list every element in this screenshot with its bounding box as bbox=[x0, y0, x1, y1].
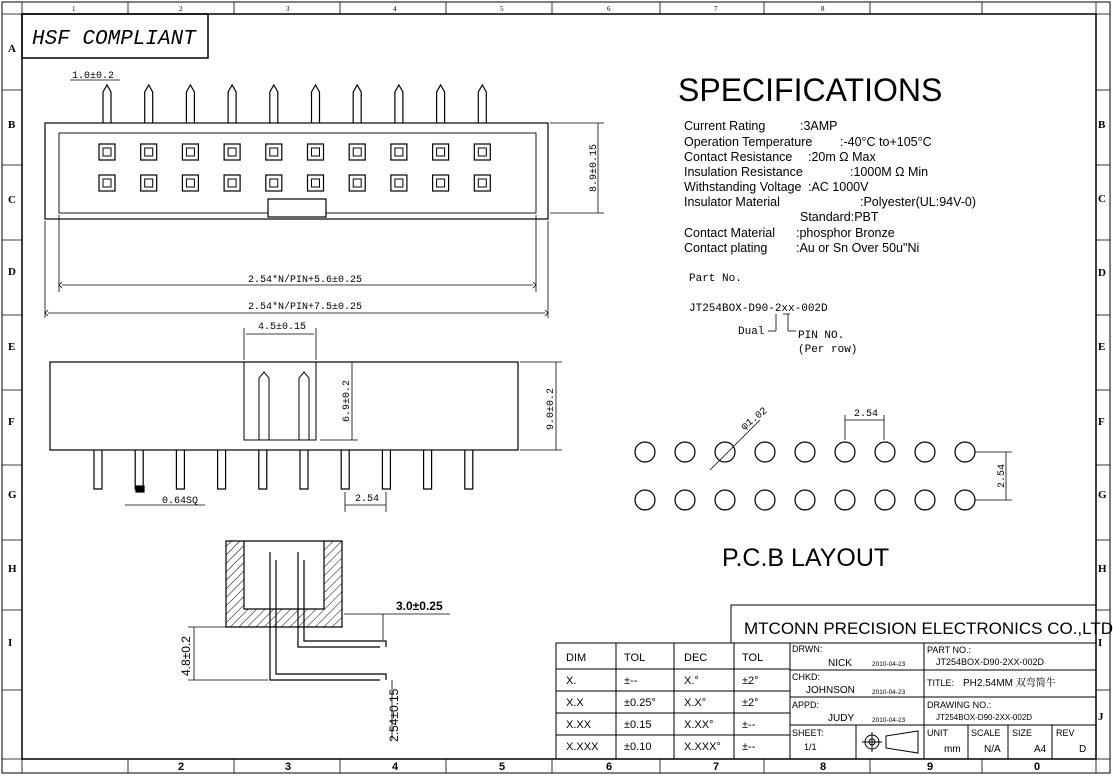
tol-cell: X.XXX° bbox=[684, 741, 721, 753]
appd-label: APPD: bbox=[792, 700, 820, 710]
chkd-label: CHKD: bbox=[792, 672, 821, 682]
grid-row-label: G bbox=[1098, 489, 1107, 501]
grid-col-label: 6 bbox=[607, 5, 611, 13]
top-pin bbox=[103, 85, 111, 123]
spec-lines bbox=[684, 119, 976, 255]
pcb-holes bbox=[635, 442, 975, 510]
top-contact-hole bbox=[228, 148, 236, 156]
top-contact bbox=[99, 144, 115, 160]
dim-sec-offset: 3.0±0.25 bbox=[396, 599, 443, 613]
spec-label: Withstanding Voltage bbox=[684, 180, 802, 194]
grid-col-label: 2 bbox=[178, 761, 185, 773]
pcb-title: P.C.B LAYOUT bbox=[722, 544, 890, 572]
grid-col-label: 6 bbox=[606, 761, 613, 773]
pin-no-label: PIN NO. bbox=[798, 330, 845, 342]
section-dims bbox=[188, 614, 450, 740]
top-contact bbox=[182, 175, 198, 191]
pcb-pitch-v: 2.54 bbox=[997, 463, 1008, 488]
hsf-compliant-box bbox=[22, 14, 208, 58]
tol-header: DEC bbox=[684, 652, 708, 664]
top-contact bbox=[391, 175, 407, 191]
pcb-hole bbox=[635, 490, 655, 510]
pcb-hole bbox=[795, 442, 815, 462]
top-contact bbox=[308, 175, 324, 191]
pcb-hole bbox=[675, 490, 695, 510]
grid-row-label: A bbox=[8, 43, 16, 55]
polarization-key bbox=[268, 199, 326, 217]
tol-cell: ±0.15 bbox=[624, 719, 652, 731]
side-pin bbox=[465, 450, 473, 489]
grid-col-label: 0 bbox=[1034, 761, 1041, 773]
grid-col-label: 8 bbox=[820, 761, 827, 773]
dim-side-h2: 9.0±0.2 bbox=[546, 387, 557, 430]
pcb-hole bbox=[875, 490, 895, 510]
top-pin bbox=[353, 85, 361, 123]
title-value: PH2.54MM 双弯简牛 bbox=[963, 678, 1056, 689]
pcb-hole bbox=[835, 490, 855, 510]
top-contact bbox=[182, 144, 198, 160]
dim-side-width: 4.5±0.15 bbox=[258, 322, 307, 333]
side-pin bbox=[176, 450, 184, 489]
tol-cell: X.X° bbox=[684, 697, 707, 709]
grid-row-label: I bbox=[8, 637, 13, 649]
top-view bbox=[45, 85, 548, 219]
top-contact-hole bbox=[270, 148, 278, 156]
top-contact-hole bbox=[353, 148, 361, 156]
grid-row-label: H bbox=[8, 563, 17, 575]
dual-label: Dual bbox=[738, 326, 765, 338]
spec-label: Insulation Resistance bbox=[684, 165, 803, 179]
tol-cell: X.° bbox=[684, 675, 699, 687]
tol-cell: ±-- bbox=[742, 741, 756, 753]
scale-label: SCALE bbox=[971, 728, 1001, 738]
specs-title: SPECIFICATIONS bbox=[678, 72, 943, 108]
section-view bbox=[226, 541, 386, 680]
pcb-hole bbox=[955, 442, 975, 462]
tol-header: TOL bbox=[624, 652, 646, 664]
tol-cell: ±-- bbox=[624, 675, 638, 687]
part-no-callouts bbox=[768, 314, 796, 331]
side-pin bbox=[218, 450, 226, 489]
grid-row-label: I bbox=[1098, 637, 1103, 649]
side-pin bbox=[259, 450, 267, 489]
side-pin bbox=[300, 450, 308, 489]
top-pin bbox=[312, 85, 320, 123]
pcb-hole bbox=[795, 490, 815, 510]
pcb-hole bbox=[715, 442, 735, 462]
appd-name: JUDY bbox=[828, 713, 855, 724]
dim-sec-pitch: 2.54±0.15 bbox=[387, 688, 401, 742]
drawing-no-value: JT254BOX-D90-2XX-002D bbox=[936, 713, 1033, 722]
tol-cell: X.XX bbox=[566, 719, 592, 731]
drwn-date: 2010-04-23 bbox=[872, 661, 906, 668]
top-contact bbox=[266, 144, 282, 160]
top-contact-hole bbox=[186, 179, 194, 187]
tol-cell: X.XX° bbox=[684, 719, 714, 731]
grid-col-label: 1 bbox=[72, 5, 76, 13]
pin-square-marker bbox=[136, 486, 144, 492]
spec-value: :AC 1000V bbox=[808, 180, 869, 194]
top-contact bbox=[391, 144, 407, 160]
size-label: SIZE bbox=[1012, 728, 1033, 738]
part-no-code: JT254BOX-D90-2xx-002D bbox=[689, 303, 828, 315]
top-contact-hole bbox=[478, 148, 486, 156]
appd-date: 2010-04-23 bbox=[872, 717, 906, 724]
top-contact-hole bbox=[395, 179, 403, 187]
top-pin bbox=[145, 85, 153, 123]
top-contact bbox=[474, 144, 490, 160]
spec-label: Contact Material bbox=[684, 226, 776, 240]
side-pin bbox=[424, 450, 432, 489]
pcb-hole bbox=[875, 442, 895, 462]
dim-height-top: 8.9±0.15 bbox=[589, 143, 600, 192]
top-pin bbox=[228, 85, 236, 123]
spec-label: Contact Resistance bbox=[684, 150, 793, 164]
spec-label: Current Rating bbox=[684, 119, 766, 133]
top-contact-hole bbox=[353, 179, 361, 187]
pcb-hole bbox=[835, 442, 855, 462]
grid-col-label: 5 bbox=[499, 761, 506, 773]
unit-value: mm bbox=[944, 744, 961, 755]
top-contact-hole bbox=[437, 148, 445, 156]
top-contact bbox=[433, 175, 449, 191]
top-contact bbox=[224, 144, 240, 160]
chkd-name: JOHNSON bbox=[806, 685, 855, 696]
top-contact bbox=[349, 175, 365, 191]
pcb-hole bbox=[755, 490, 775, 510]
spec-label: Operation Temperature bbox=[684, 135, 813, 149]
side-pin bbox=[341, 450, 349, 489]
top-contact-hole bbox=[270, 179, 278, 187]
projection-icon bbox=[862, 731, 918, 753]
top-contact bbox=[141, 175, 157, 191]
spec-value: Standard:PBT bbox=[800, 210, 879, 224]
top-contact-hole bbox=[478, 179, 486, 187]
grid-col-label: 4 bbox=[392, 761, 399, 773]
top-contact bbox=[433, 144, 449, 160]
top-contact-hole bbox=[186, 148, 194, 156]
company-name: MTCONN PRECISION ELECTRONICS CO.,LTD bbox=[744, 619, 1113, 638]
tol-cell: ±0.10 bbox=[624, 741, 652, 753]
tol-cell: ±0.25° bbox=[624, 697, 656, 709]
tol-header: DIM bbox=[566, 652, 587, 664]
side-pin bbox=[382, 450, 390, 489]
rev-label: REV bbox=[1056, 728, 1075, 738]
grid-col-label: 5 bbox=[500, 5, 504, 13]
part-no-label: Part No. bbox=[689, 273, 742, 285]
per-row-label: (Per row) bbox=[798, 344, 858, 356]
size-value: A4 bbox=[1034, 744, 1047, 755]
dim-length-outer: 2.54*N/PIN+7.5±0.25 bbox=[248, 302, 363, 313]
spec-value: :Polyester(UL:94V-0) bbox=[860, 195, 977, 209]
drwn-label: DRWN: bbox=[792, 644, 823, 654]
grid-row-label: J bbox=[1098, 711, 1104, 723]
top-contact-hole bbox=[395, 148, 403, 156]
partno-value: JT254BOX-D90-2XX-002D bbox=[936, 657, 1045, 667]
scale-value: N/A bbox=[984, 744, 1001, 755]
grid-row-label: D bbox=[1098, 267, 1106, 279]
side-view bbox=[50, 362, 518, 492]
spec-value: :20m Ω Max bbox=[808, 150, 876, 164]
pcb-hole bbox=[715, 490, 735, 510]
spec-value: :Au or Sn Over 50u"Ni bbox=[796, 241, 920, 255]
top-contact bbox=[474, 175, 490, 191]
grid-row-label: G bbox=[8, 489, 17, 501]
grid-row-label: E bbox=[8, 341, 16, 353]
grid-col-label: 4 bbox=[393, 5, 397, 13]
pcb-hole-dia: φ1.02 bbox=[739, 406, 771, 434]
spec-label: Contact plating bbox=[684, 241, 768, 255]
side-pin bbox=[135, 450, 143, 489]
sheet-value: 1/1 bbox=[804, 742, 817, 752]
grid-row-label: F bbox=[8, 416, 15, 428]
top-pin bbox=[270, 85, 278, 123]
top-contact bbox=[308, 144, 324, 160]
top-pin bbox=[395, 85, 403, 123]
spec-label: Insulator Material bbox=[684, 195, 780, 209]
top-contact-hole bbox=[145, 148, 153, 156]
partno-label: PART NO.: bbox=[927, 645, 972, 655]
sheet-label: SHEET: bbox=[792, 728, 824, 738]
grid-col-label: 9 bbox=[927, 761, 934, 773]
pcb-hole bbox=[915, 442, 935, 462]
pcb-pitch-h: 2.54 bbox=[854, 409, 879, 420]
dim-side-h1: 6.9±0.2 bbox=[342, 379, 353, 422]
grid-col-label: 7 bbox=[714, 5, 718, 13]
dim-length-inner: 2.54*N/PIN+5.6±0.25 bbox=[248, 275, 363, 286]
spec-value: :-40°C to+105°C bbox=[840, 135, 932, 149]
title-label: TITLE: bbox=[927, 678, 955, 688]
top-contact-hole bbox=[312, 148, 320, 156]
tol-cell: ±2° bbox=[742, 675, 759, 687]
tol-cell: X.X bbox=[566, 697, 584, 709]
pcb-hole bbox=[915, 490, 935, 510]
hsf-compliant-label: HSF COMPLIANT bbox=[32, 28, 196, 51]
rev-value: D bbox=[1079, 744, 1087, 755]
unit-label: UNIT bbox=[927, 728, 948, 738]
top-contact bbox=[141, 144, 157, 160]
grid-row-label: D bbox=[8, 266, 16, 278]
grid-row-label: C bbox=[8, 194, 16, 206]
top-contact bbox=[99, 175, 115, 191]
pcb-dims bbox=[710, 415, 1012, 500]
tol-header: TOL bbox=[742, 652, 764, 664]
grid-col-label: 8 bbox=[821, 5, 825, 13]
dim-pin-top: 1.0±0.2 bbox=[72, 71, 115, 82]
dim-sec-h: 4.8±0.2 bbox=[179, 636, 193, 676]
grid-col-label: 3 bbox=[285, 761, 292, 773]
spec-value: :3AMP bbox=[800, 119, 838, 133]
grid-row-label: B bbox=[1098, 119, 1106, 131]
grid-row-label: H bbox=[1098, 563, 1107, 575]
drwn-name: NICK bbox=[828, 658, 852, 669]
top-contact-hole bbox=[312, 179, 320, 187]
top-pin bbox=[437, 85, 445, 123]
grid-row-label: C bbox=[1098, 193, 1106, 205]
dim-pin-sq: 0.64SQ bbox=[162, 496, 199, 507]
top-pin bbox=[478, 85, 486, 123]
grid-row-label: B bbox=[8, 119, 16, 131]
side-pin bbox=[94, 450, 102, 489]
tol-cell: ±2° bbox=[742, 697, 759, 709]
pcb-hole bbox=[755, 442, 775, 462]
grid-col-label: 7 bbox=[713, 761, 720, 773]
top-contact-hole bbox=[103, 148, 111, 156]
top-contact-hole bbox=[437, 179, 445, 187]
tol-cell: X.XXX bbox=[566, 741, 599, 753]
pcb-hole bbox=[955, 490, 975, 510]
top-contact-hole bbox=[103, 179, 111, 187]
dim-pitch: 2.54 bbox=[355, 494, 380, 505]
top-pin bbox=[186, 85, 194, 123]
tol-cell: ±-- bbox=[742, 719, 756, 731]
pcb-hole bbox=[675, 442, 695, 462]
chkd-date: 2010-04-23 bbox=[872, 689, 906, 696]
top-contact bbox=[224, 175, 240, 191]
tol-cell: X. bbox=[566, 675, 577, 687]
top-contact-hole bbox=[228, 179, 236, 187]
top-contact-hole bbox=[145, 179, 153, 187]
drawing-no-label: DRAWING NO.: bbox=[927, 700, 992, 710]
spec-value: :1000M Ω Min bbox=[850, 165, 929, 179]
pcb-hole bbox=[635, 442, 655, 462]
grid-row-label: F bbox=[1098, 416, 1105, 428]
grid-row-label: E bbox=[1098, 341, 1106, 353]
grid-col-label: 3 bbox=[286, 5, 290, 13]
top-contact bbox=[266, 175, 282, 191]
top-contact bbox=[349, 144, 365, 160]
grid-col-label: 2 bbox=[179, 5, 183, 13]
spec-value: :phosphor Bronze bbox=[796, 226, 895, 240]
